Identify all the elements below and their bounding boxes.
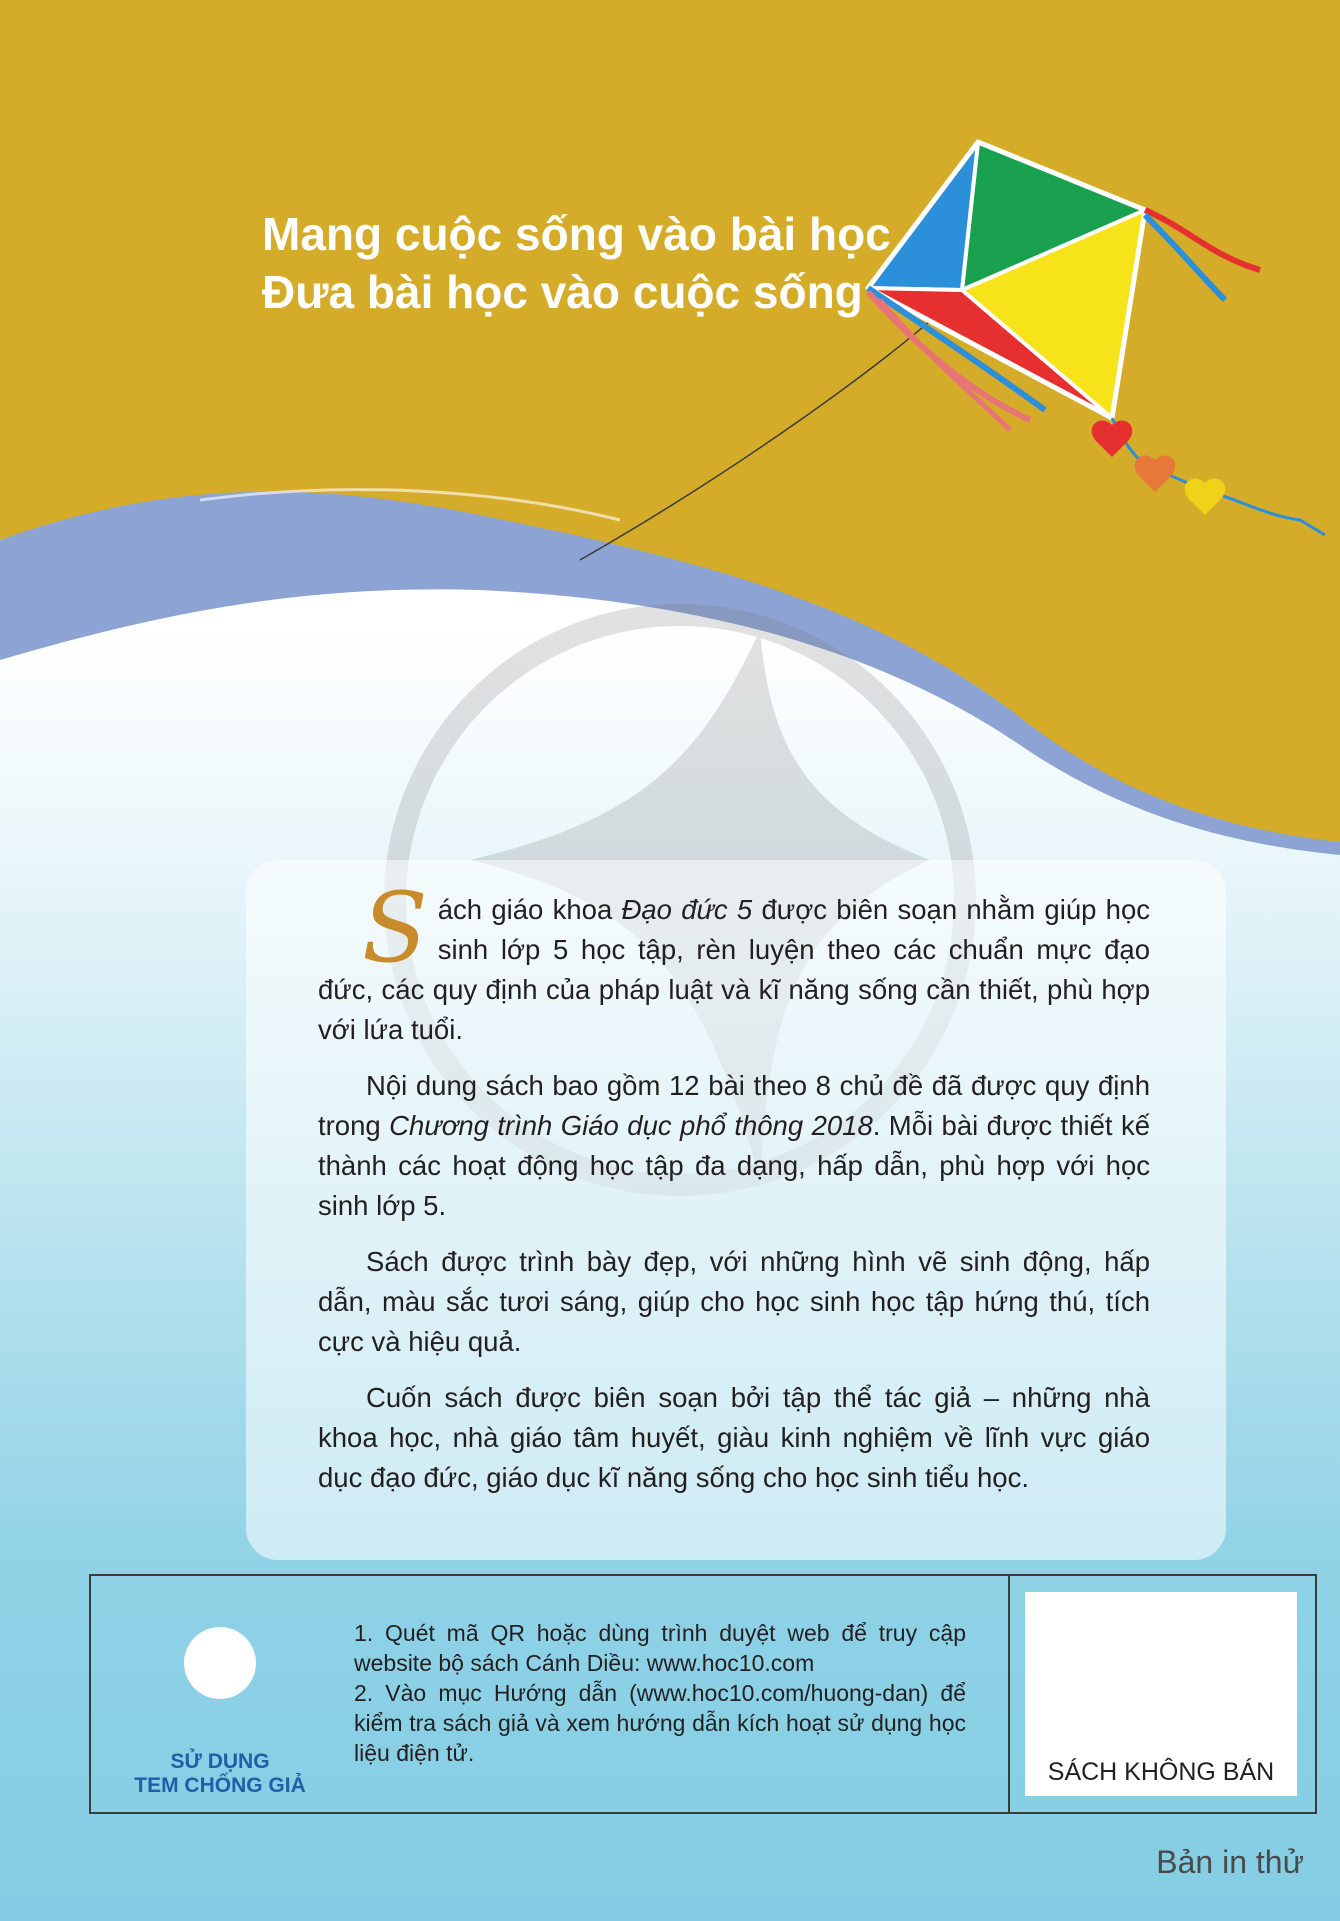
not-for-sale-label: SÁCH KHÔNG BÁN <box>1047 1758 1275 1786</box>
instruction-2: 2. Vào mục Hướng dẫn (www.hoc10.com/huong-dan) để kiểm tra sách giả và xem hướng dẫn kích hoạt sử dụng học liệu điện tử. <box>354 1680 966 1766</box>
curriculum-title: Chương trình Giáo dục phổ thông 2018 <box>389 1110 873 1141</box>
slogan-line-1: Mang cuộc sống vào bài học <box>262 208 891 260</box>
paragraph-1: Sách giáo khoa Đạo đức 5 được biên soạn nhằm giúp học sinh lớp 5 học tập, rèn luyện theo các chuẩn mực đạo đức, các quy định của pháp luật và kĩ năng sống cần thiết, phù hợp với lứa tuổi. <box>318 872 1150 1045</box>
stamp-label: SỬ DỤNG TEM CHỐNG GIẢ <box>134 1750 306 1797</box>
book-title: Đạo đức 5 <box>621 894 753 925</box>
drop-cap: S <box>362 872 428 984</box>
anti-counterfeit-stamp-placeholder <box>184 1627 256 1699</box>
cover-slogan <box>262 205 891 321</box>
instruction-1: 1. Quét mã QR hoặc dùng trình duyệt web để truy cập website bộ sách Cánh Diều: www.hoc10.com <box>354 1620 966 1676</box>
box-divider <box>1008 1574 1010 1814</box>
book-description <box>318 872 1150 1514</box>
print-proof-label: Bản in thử <box>1156 1844 1304 1880</box>
gold-header <box>0 0 1340 842</box>
slogan-line-2: Đưa bài học vào cuộc sống <box>262 266 863 318</box>
verification-instructions <box>354 1618 966 1768</box>
paragraph-2: Nội dung sách bao gồm 12 bài theo 8 chủ đề đã được quy định trong Chương trình Giáo dục phổ thông 2018. Mỗi bài được thiết kế thành các hoạt động học tập đa dạng, hấp dẫn, phù hợp với học sinh lớp 5. <box>318 1070 1150 1221</box>
paragraph-3: Sách được trình bày đẹp, với những hình vẽ sinh động, hấp dẫn, màu sắc tươi sáng, giúp cho học sinh học tập hứng thú, tích cực và hiệu quả. <box>318 1246 1150 1357</box>
paragraph-4: Cuốn sách được biên soạn bởi tập thể tác giả – những nhà khoa học, nhà giáo tâm huyết, giàu kinh nghiệm về lĩnh vực giáo dục đạo đức, giáo dục kĩ năng sống cho học sinh tiểu học. <box>318 1382 1150 1493</box>
